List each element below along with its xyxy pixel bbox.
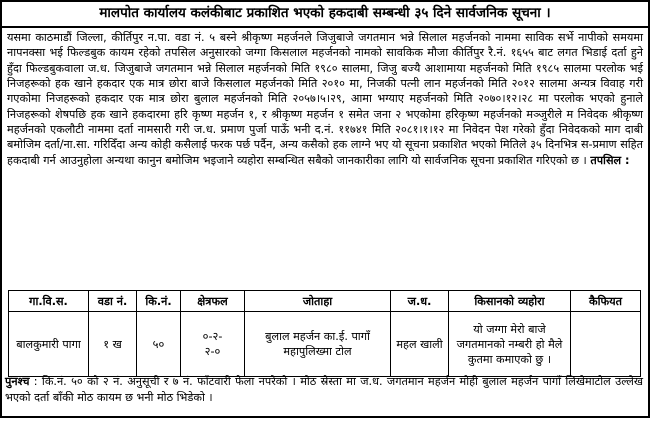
header-jotaha: जोताहा [245,291,391,312]
cell-kitta: ५० [137,312,181,377]
header-ward: वडा नं. [89,291,137,312]
header-kaifiyat: कैफियत [571,291,641,312]
notice-body-text: यसमा काठमाडौं जिल्ला, कीर्तिपुर न.पा. वडा नं. ५ बस्ने श्रीकृष्ण महर्जनले जिजुबाजे जगतमान भन्ने सिलाल महर्जनको नाममा साविक सर्भे नापीको समयमा नापनक्सा भई फिल्डबुक कायम रहेको तपसिल अनुसारको जग्गा किसलाल महर्जनको नामको सावकिक मौजा कीर्तिपुर रै.नं. १६५५ बाट लगत भिडाई दर्ता हुने हुँदा फिल्डबुकवाला ज.ध. जिजुबाजे जगतमान भन्ने सिलाल महर्जनको मिति १९८० सालमा, जिजु बज्यै आशामाया महर्जनको मिति १९८५ सालमा परलोक भई निजहरूको हक खाने हकदार एक मात्र छोरा बाजे किसलाल महर्जनको मिति २०१० मा, निजकी पत्नी लान महर्जनको मिति २०१२ सालमा अन्यत्र विवाह गरी गएकोमा निजहरूको हकदार एक मात्र छोरा बुलाल महर्जनको मिति २०५७।५।२९, आमा भग्याए महर्जनको मिति २०७०।१२।२८ मा परलोक भएको हुनाले निजहरूको शेषपछि हक खाने हकदारमा हरि कृष्ण महर्जन १, र श्रीकृष्ण महर्जन १ समेत जना २ भएकोमा हरिकृष्ण महर्जनको मञ्जुरीले म निवेदक श्रीकृष्ण महर्जनको एकलौटी नाममा दर्ता नामसारी गरी ज.ध. प्रमाण पुर्जा पाऊँ भनी द.नं. ११७४१ मिति २०८१।१।१२ मा निवेदन पेश गरेको हुँदा निवेदकको माग दाबी बमोजिम दर्ता/ना.सा. गरिदिँदा अन्य कोही कसैलाई फरक पर्छ पर्दैन, अन्य कसैको हक लाग्ने भए यो सूचना प्रकाशित भएको मितिले ३५ दिनभित्र स-प्रमाण सहित हकदाबी गर्न आउनुहोला अन्यथा कानुन बमोजिम भइजाने व्यहोरा सम्बन्धित सबैको जानकारीका लागि यो सार्वजनिक सूचना प्रकाशित गरिएको छ । [7,31,643,167]
footnote-label: पुनश्च [5,375,30,388]
header-kisan: किसानको व्यहोरा [449,291,571,312]
header-area: क्षेत्रफल [181,291,245,312]
header-kitta: कि.नं. [137,291,181,312]
cell-kaifiyat [571,312,641,377]
cell-jotaha: बुलाल महर्जन का.ई. पागाँ महापुलिख्मा टोल [245,312,391,377]
cell-jadha: महल खाली [391,312,449,377]
footnote [5,374,643,406]
cell-gavisa: बालकुमारी पागा [9,312,89,377]
notice-body [2,28,648,292]
footnote-text: : कि.नं. ५० को २ नं. अनुसूची र ७ नं. फाँटवारी फेला नपरेको । मोठ स्रेस्ता मा ज.ध. जगतमान महर्जन मोही बुलाल महर्जन पागाँ लिखेमाटोल उल्लेख भएको दर्ता बाँकी मोठ कायम छ भनी मोठ भिडेको । [5,375,643,404]
land-schedule-table [8,290,641,377]
table-row [9,312,641,377]
cell-kisan: यो जग्गा मेरो बाजे जगतमानको नम्बरी हो मैले कुतमा कमाएको छु । [449,312,571,377]
table-header-row [9,291,641,312]
cell-ward: १ ख [89,312,137,377]
notice-title: मालपोत कार्यालय कलंकीबाट प्रकाशित भएको हकदाबी सम्बन्धी ३५ दिने सार्वजनिक सूचना । [2,2,648,28]
header-jadha: ज.ध. [391,291,449,312]
header-gavisa: गा.वि.स. [9,291,89,312]
tapsil-label: तपसिल : [590,153,630,167]
cell-area [181,312,245,377]
area-line-1: ०-२- [202,330,223,343]
area-line-2: २-० [204,345,221,358]
